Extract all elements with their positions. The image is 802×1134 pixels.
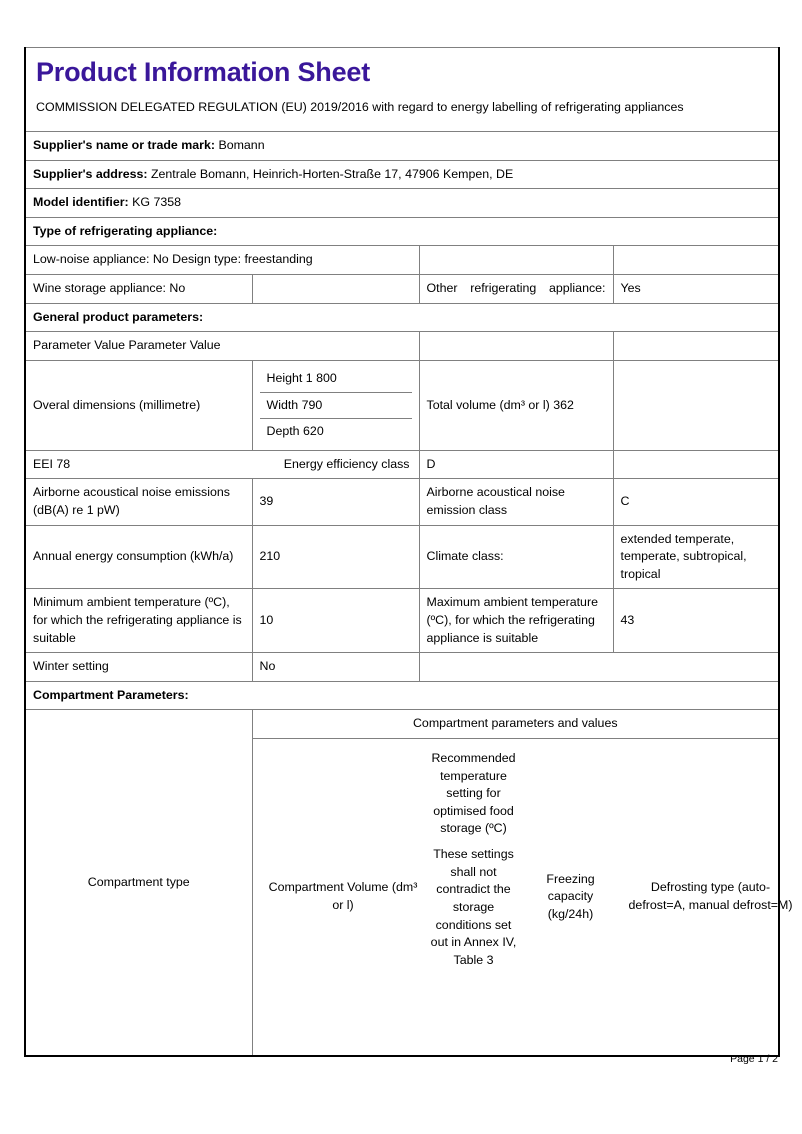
- page-title: Product Information Sheet: [36, 57, 371, 87]
- wine-storage-label: Wine storage appliance: No: [25, 275, 252, 304]
- compartment-group-header: Compartment parameters and values: [252, 710, 779, 739]
- low-noise-blank-2: [613, 246, 779, 275]
- supplier-name-label: Supplier's name or trade mark:: [33, 138, 215, 153]
- compartment-col-volume: Compartment Volume (dm³ or l): [268, 880, 418, 913]
- annual-energy-row: [25, 525, 779, 589]
- dimensions-subtable-cell: [252, 360, 419, 450]
- model-identifier-value: KG 7358: [132, 195, 182, 210]
- noise-class-label: Airborne acoustical noise emission class: [419, 479, 613, 525]
- dimension-row-width: [260, 392, 412, 419]
- noise-class-value: C: [613, 479, 779, 525]
- max-ambient-temp-value: 43: [613, 589, 779, 653]
- dimension-row-depth: [260, 419, 412, 445]
- parameter-value-header-row: [25, 332, 779, 361]
- min-ambient-temp-value: 10: [252, 589, 419, 653]
- general-parameters-heading: General product parameters:: [25, 303, 779, 332]
- dimension-width-value: 790: [301, 397, 323, 412]
- dimension-depth: [260, 419, 412, 445]
- dimension-depth-value: 620: [303, 424, 324, 439]
- appliance-type-heading-row: [25, 217, 779, 246]
- compartment-headers-subtable: [260, 744, 801, 1050]
- climate-class-value: extended temperate, temperate, subtropical, tropical: [613, 525, 779, 589]
- appliance-type-heading: Type of refrigerating appliance:: [25, 217, 779, 246]
- model-identifier-row: [25, 189, 779, 218]
- dimensions-subtable: [260, 366, 412, 445]
- compartment-headers-inner-row: [260, 744, 801, 1050]
- noise-label: Airborne acoustical noise emissions (dB(A) re 1 pW): [25, 479, 252, 525]
- supplier-address-label: Supplier's address:: [33, 166, 148, 181]
- general-parameters-heading-row: [25, 303, 779, 332]
- winter-setting-value: No: [252, 653, 419, 682]
- low-noise-blank-1: [419, 246, 613, 275]
- supplier-name-value: Bomann: [218, 138, 265, 153]
- dimension-width-label: Width: [266, 397, 299, 412]
- compartment-col-type: Compartment type: [25, 710, 252, 1056]
- supplier-address-value: Zentrale Bomann, Heinrich-Horten-Straße 17, 47906 Kempen, DE: [150, 166, 514, 181]
- model-identifier-label: Model identifier:: [33, 195, 129, 210]
- compartment-col-temp-setting: [427, 744, 521, 1050]
- min-ambient-temp-label: Minimum ambient temperature (ºC), for which the refrigerating appliance is suitable: [25, 589, 252, 653]
- parameter-header-blank-2: [613, 332, 779, 361]
- max-ambient-temp-label: Maximum ambient temperature (ºC), for which the refrigerating appliance is suitable: [419, 589, 613, 653]
- dimension-depth-label: Depth: [266, 424, 300, 439]
- dimension-height: [260, 366, 412, 392]
- dimension-width: [260, 392, 412, 419]
- page-footer: Page 1 / 2: [730, 1053, 778, 1065]
- parameter-header-blank-1: [419, 332, 613, 361]
- supplier-address-cell: [25, 160, 779, 189]
- compartment-group-header-row: [25, 710, 779, 739]
- title-row: [25, 48, 779, 132]
- annual-energy-label: Annual energy consumption (kWh/a): [25, 525, 252, 589]
- total-volume-cell: Total volume (dm³ or l) 362: [419, 360, 613, 450]
- energy-efficiency-class-label: Energy efficiency class: [283, 456, 410, 471]
- low-noise-cell: Low-noise appliance: No Design type: freestanding: [25, 246, 419, 275]
- compartment-col-defrost: Defrosting type (auto-defrost=A, manual defrost=M): [628, 880, 793, 913]
- compartment-col-temp-setting-main: Recommended temperature setting for optimised food storage (ºC): [431, 751, 516, 836]
- eei-label: EEI 78: [33, 456, 71, 471]
- eei-blank: [613, 450, 779, 479]
- dimensions-label: Overal dimensions (millimetre): [25, 360, 252, 450]
- ambient-temperature-row: [25, 589, 779, 653]
- winter-setting-label: Winter setting: [25, 653, 252, 682]
- dimension-row-height: [260, 366, 412, 392]
- winter-setting-blank: [419, 653, 779, 682]
- other-appliance-label: Other refrigerating appliance:: [419, 275, 613, 304]
- noise-value: 39: [252, 479, 419, 525]
- eei-row: [25, 450, 779, 479]
- dimension-height-label: Height: [266, 370, 303, 385]
- wine-storage-blank: [252, 275, 419, 304]
- dimensions-row: [25, 360, 779, 450]
- supplier-name-cell: [25, 132, 779, 161]
- compartment-parameters-heading-row: [25, 681, 779, 710]
- regulation-intro: COMMISSION DELEGATED REGULATION (EU) 2019/2016 with regard to energy labelling of refrigerating appliances: [36, 100, 684, 115]
- compartment-col-temp-setting-note: These settings shall not contradict the storage conditions set out in Annex IV, Table 3: [430, 847, 517, 967]
- title-cell: [25, 48, 779, 132]
- energy-efficiency-class-value: D: [419, 450, 613, 479]
- compartment-parameters-heading: Compartment Parameters:: [25, 681, 779, 710]
- eei-cell: [25, 450, 419, 479]
- model-identifier-cell: [25, 189, 779, 218]
- supplier-address-row: [25, 160, 779, 189]
- annual-energy-value: 210: [252, 525, 419, 589]
- low-noise-row: [25, 246, 779, 275]
- other-appliance-value: Yes: [613, 275, 779, 304]
- product-information-sheet: [24, 47, 793, 1057]
- product-table: [24, 47, 793, 1057]
- compartment-col-freezing: Freezing capacity (kg/24h): [546, 871, 595, 921]
- noise-row: [25, 479, 779, 525]
- parameter-value-header: Parameter Value Parameter Value: [25, 332, 419, 361]
- supplier-name-row: [25, 132, 779, 161]
- dimensions-blank: [613, 360, 779, 450]
- climate-class-label: Climate class:: [419, 525, 613, 589]
- winter-setting-row: [25, 653, 779, 682]
- compartment-headers-cell: [252, 739, 793, 1057]
- dimension-height-value: 1 800: [305, 370, 337, 385]
- wine-storage-row: [25, 275, 779, 304]
